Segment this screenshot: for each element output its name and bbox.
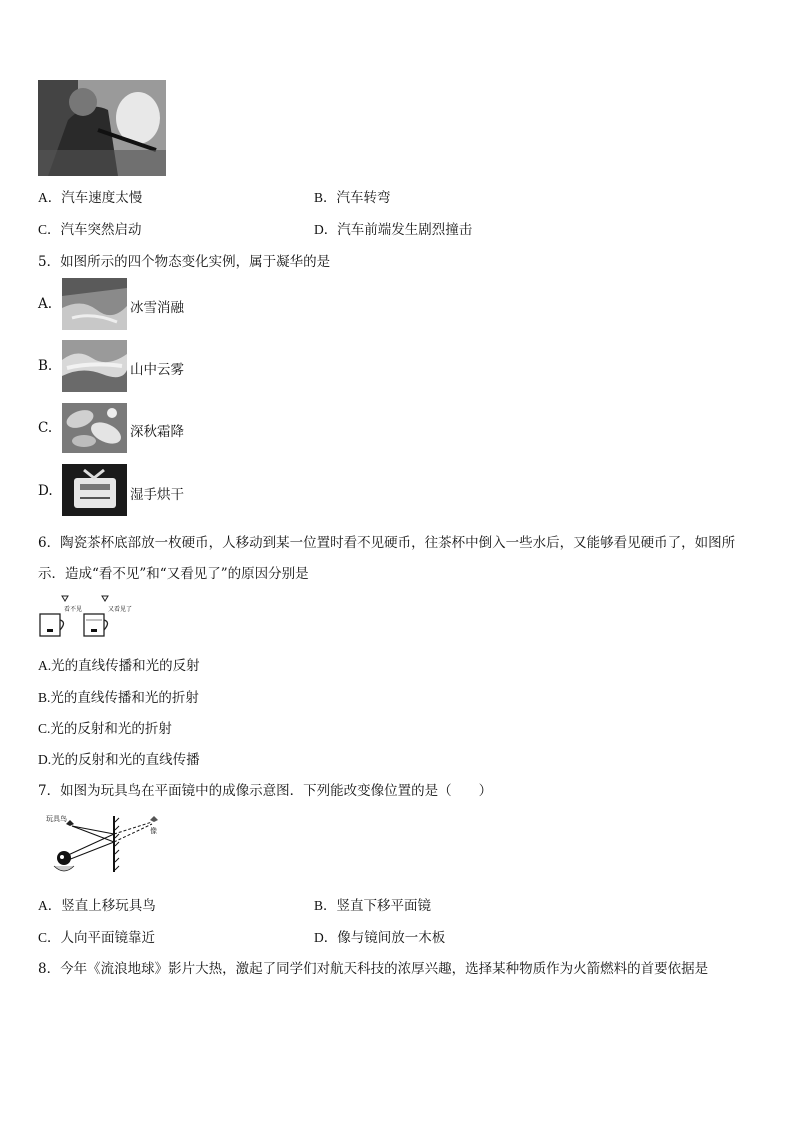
q8-stem: 8．今年《流浪地球》影片大热，激起了同学们对航天科技的浓厚兴趣，选择某种物质作为火箭燃料的首要依据是: [38, 961, 709, 977]
melting-snow-photo: [62, 278, 127, 330]
frost-leaves-photo: [62, 403, 127, 453]
airbag-photo: [38, 80, 166, 176]
q7-option-d[interactable]: D．像与镜间放一木板: [314, 930, 446, 946]
q4-option-d[interactable]: D．汽车前端发生剧烈撞击: [314, 222, 473, 238]
q5-stem: 5．如图所示的四个物态变化实例，属于凝华的是: [38, 254, 331, 270]
eye-icon: [62, 596, 68, 601]
cup-label-cannot-see: 看不见: [64, 606, 83, 613]
mountain-fog-photo: [62, 340, 127, 392]
q5-option-b-text[interactable]: 山中云雾: [130, 362, 184, 378]
mirror-figure: [38, 812, 168, 876]
q5-option-d-letter: D.: [38, 483, 53, 499]
q6-option-c[interactable]: C.光的反射和光的折射: [38, 721, 172, 737]
cup-coin-figure: [38, 592, 138, 640]
q6-stem-line2: 示．造成“看不见”和“又看见了”的原因分别是: [38, 566, 309, 582]
q6-option-a[interactable]: A.光的直线传播和光的反射: [38, 658, 200, 674]
image-label: 像: [150, 827, 157, 835]
q4-option-a[interactable]: A．汽车速度太慢: [38, 190, 143, 206]
q5-option-c-letter: C.: [38, 420, 53, 436]
q5-option-a-text[interactable]: 冰雪消融: [130, 300, 184, 316]
q5-option-d-text[interactable]: 湿手烘干: [130, 487, 184, 503]
q6-stem-line1: 6．陶瓷茶杯底部放一枚硬币，人移动到某一位置时看不见硬币，往茶杯中倒入一些水后，又能够看见硬币了，如图所: [38, 535, 736, 551]
q5-option-a-letter: A.: [38, 296, 53, 312]
hand-dryer-photo: [62, 464, 127, 516]
toy-bird-label: 玩具鸟: [46, 815, 67, 823]
q7-option-c[interactable]: C．人向平面镜靠近: [38, 930, 156, 946]
q5-option-b-letter: B.: [38, 358, 53, 374]
q5-option-c-text[interactable]: 深秋霜降: [130, 424, 184, 440]
q7-option-a[interactable]: A．竖直上移玩具鸟: [38, 898, 156, 914]
q7-option-b[interactable]: B．竖直下移平面镜: [314, 898, 432, 914]
eye-icon: [102, 596, 108, 601]
q6-option-d[interactable]: D.光的反射和光的直线传播: [38, 752, 200, 768]
q4-option-b[interactable]: B．汽车转弯: [314, 190, 391, 206]
q4-option-c[interactable]: C．汽车突然启动: [38, 222, 142, 238]
q6-option-b[interactable]: B.光的直线传播和光的折射: [38, 690, 199, 706]
cup-label-see-again: 又看见了: [108, 606, 133, 613]
q7-stem: 7．如图为玩具鸟在平面镜中的成像示意图．下列能改变像位置的是（ ）: [38, 783, 493, 799]
